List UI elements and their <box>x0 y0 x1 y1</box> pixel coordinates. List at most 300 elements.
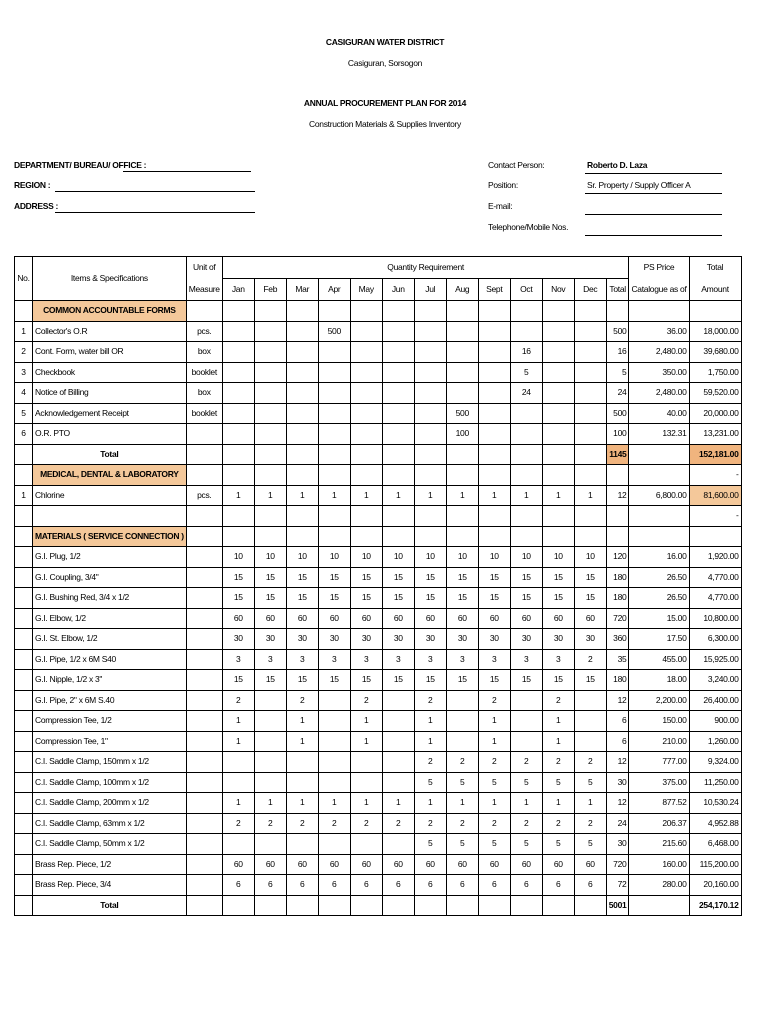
row-month-qty: 1 <box>222 711 254 732</box>
row-month-qty: 5 <box>510 834 542 855</box>
row-month-qty <box>350 362 382 383</box>
row-month-qty: 15 <box>574 670 606 691</box>
empty-cell <box>606 465 629 486</box>
row-month-qty: 5 <box>574 834 606 855</box>
row-amount: 9,324.00 <box>689 752 741 773</box>
row-month-qty <box>254 403 286 424</box>
empty-cell <box>254 526 286 547</box>
total-qty: 5001 <box>606 895 629 916</box>
empty-cell <box>15 444 33 465</box>
empty-cell <box>414 444 446 465</box>
row-no <box>15 567 33 588</box>
empty-cell <box>254 465 286 486</box>
row-month-qty <box>542 424 574 445</box>
row-month-qty <box>382 731 414 752</box>
row-month-qty: 15 <box>542 567 574 588</box>
row-month-qty <box>350 772 382 793</box>
row-month-qty <box>478 321 510 342</box>
row-month-qty: 3 <box>318 649 350 670</box>
row-item: G.I. Pipe, 1/2 x 6M S40 <box>33 649 187 670</box>
row-month-qty <box>446 731 478 752</box>
row-price: 150.00 <box>629 711 689 732</box>
row-month-qty <box>446 690 478 711</box>
col-month: Aug <box>446 279 478 301</box>
row-month-qty: 15 <box>446 567 478 588</box>
row-month-qty <box>318 752 350 773</box>
row-month-qty: 6 <box>478 875 510 896</box>
row-month-qty: 2 <box>446 752 478 773</box>
row-month-qty: 1 <box>542 485 574 506</box>
row-month-qty: 1 <box>222 731 254 752</box>
row-total: 5 <box>606 362 629 383</box>
phone-label: Telephone/Mobile Nos. <box>488 222 569 232</box>
row-month-qty: 5 <box>446 834 478 855</box>
dash-cell: - <box>689 506 741 527</box>
row-month-qty: 5 <box>446 772 478 793</box>
row-month-qty <box>510 690 542 711</box>
empty-cell <box>382 465 414 486</box>
row-price: 40.00 <box>629 403 689 424</box>
row-month-qty: 30 <box>350 629 382 650</box>
row-month-qty <box>414 362 446 383</box>
row-month-qty: 1 <box>222 485 254 506</box>
row-no <box>15 711 33 732</box>
row-item: G.I. St. Elbow, 1/2 <box>33 629 187 650</box>
row-month-qty: 15 <box>382 588 414 609</box>
org-name: CASIGURAN WATER DISTRICT <box>325 37 445 47</box>
row-month-qty <box>254 690 286 711</box>
table-row <box>15 772 742 793</box>
row-month-qty <box>414 424 446 445</box>
table-row <box>15 629 742 650</box>
plan-subtitle: Construction Materials & Supplies Inventory <box>309 119 461 129</box>
empty-cell <box>446 301 478 322</box>
empty-cell <box>222 301 254 322</box>
row-month-qty <box>382 424 414 445</box>
row-total: 180 <box>606 670 629 691</box>
procurement-table <box>14 256 742 916</box>
row-month-qty: 1 <box>254 793 286 814</box>
row-month-qty: 2 <box>478 813 510 834</box>
row-month-qty: 1 <box>510 793 542 814</box>
row-amount: 20,160.00 <box>689 875 741 896</box>
row-no <box>15 731 33 752</box>
row-month-qty <box>286 772 318 793</box>
row-price: 210.00 <box>629 731 689 752</box>
row-month-qty: 15 <box>286 670 318 691</box>
phone-field[interactable] <box>585 235 722 236</box>
row-item: Collector's O.R <box>33 321 187 342</box>
row-month-qty: 15 <box>414 588 446 609</box>
col-total: Total <box>606 279 629 301</box>
empty-cell <box>318 526 350 547</box>
row-amount: 4,952.88 <box>689 813 741 834</box>
table-row <box>15 485 742 506</box>
col-amount-top: Total <box>689 257 741 279</box>
row-month-qty: 15 <box>446 588 478 609</box>
empty-cell <box>254 444 286 465</box>
empty-cell <box>286 506 318 527</box>
row-month-qty: 500 <box>318 321 350 342</box>
row-month-qty: 6 <box>222 875 254 896</box>
row-month-qty: 5 <box>478 834 510 855</box>
row-amount: 10,530.24 <box>689 793 741 814</box>
row-month-qty: 2 <box>222 813 254 834</box>
empty-cell <box>606 301 629 322</box>
table-row <box>15 649 742 670</box>
empty-cell <box>254 506 286 527</box>
row-month-qty: 60 <box>350 608 382 629</box>
row-no: 3 <box>15 362 33 383</box>
row-month-qty <box>574 342 606 363</box>
empty-cell <box>574 301 606 322</box>
col-month: Apr <box>318 279 350 301</box>
row-month-qty: 60 <box>510 608 542 629</box>
row-no: 4 <box>15 383 33 404</box>
row-month-qty: 1 <box>574 485 606 506</box>
col-price-top: PS Price <box>629 257 689 279</box>
row-no <box>15 854 33 875</box>
row-month-qty <box>222 342 254 363</box>
row-month-qty: 24 <box>510 383 542 404</box>
row-month-qty <box>254 321 286 342</box>
row-total: 6 <box>606 731 629 752</box>
table-row <box>15 342 742 363</box>
empty-cell <box>574 526 606 547</box>
row-month-qty <box>542 362 574 383</box>
row-no <box>15 834 33 855</box>
row-total: 720 <box>606 854 629 875</box>
row-item: Acknowledgement Receipt <box>33 403 187 424</box>
row-month-qty: 10 <box>574 547 606 568</box>
row-month-qty <box>574 424 606 445</box>
row-month-qty <box>382 711 414 732</box>
row-month-qty <box>222 752 254 773</box>
region-field[interactable] <box>55 191 255 192</box>
row-month-qty: 1 <box>222 793 254 814</box>
row-month-qty: 2 <box>414 690 446 711</box>
total-amount: 254,170.12 <box>689 895 741 916</box>
row-month-qty <box>318 362 350 383</box>
row-amount: 1,750.00 <box>689 362 741 383</box>
row-month-qty: 15 <box>478 670 510 691</box>
table-row <box>15 362 742 383</box>
row-amount: 59,520.00 <box>689 383 741 404</box>
col-amount-bottom: Amount <box>689 279 741 301</box>
row-month-qty: 30 <box>478 629 510 650</box>
row-month-qty: 2 <box>542 690 574 711</box>
row-month-qty <box>254 752 286 773</box>
row-month-qty <box>222 321 254 342</box>
col-month: Sept <box>478 279 510 301</box>
row-month-qty <box>382 403 414 424</box>
row-total: 100 <box>606 424 629 445</box>
section-total-row <box>15 444 742 465</box>
row-unit <box>186 875 222 896</box>
row-month-qty <box>574 403 606 424</box>
row-no <box>15 629 33 650</box>
row-month-qty <box>510 321 542 342</box>
empty-cell <box>574 465 606 486</box>
table-row <box>15 875 742 896</box>
row-month-qty: 1 <box>542 793 574 814</box>
row-amount: 3,240.00 <box>689 670 741 691</box>
col-month: Nov <box>542 279 574 301</box>
row-month-qty: 1 <box>478 731 510 752</box>
dept-field[interactable] <box>123 171 251 172</box>
row-month-qty <box>382 772 414 793</box>
table-row <box>15 711 742 732</box>
row-month-qty: 3 <box>382 649 414 670</box>
row-unit: box <box>186 383 222 404</box>
row-unit <box>186 629 222 650</box>
section-header <box>15 465 742 486</box>
row-total: 12 <box>606 485 629 506</box>
row-unit <box>186 567 222 588</box>
row-unit: pcs. <box>186 485 222 506</box>
row-month-qty: 10 <box>510 547 542 568</box>
empty-cell <box>510 301 542 322</box>
row-no: 6 <box>15 424 33 445</box>
empty-cell <box>318 301 350 322</box>
row-month-qty: 15 <box>542 670 574 691</box>
empty-cell <box>350 506 382 527</box>
row-month-qty <box>254 383 286 404</box>
row-month-qty <box>254 424 286 445</box>
empty-cell <box>350 895 382 916</box>
row-month-qty: 1 <box>350 485 382 506</box>
row-price: 2,480.00 <box>629 383 689 404</box>
row-month-qty <box>286 424 318 445</box>
row-month-qty: 3 <box>510 649 542 670</box>
row-month-qty <box>478 383 510 404</box>
row-amount: 4,770.00 <box>689 567 741 588</box>
table-row <box>15 424 742 445</box>
row-month-qty: 15 <box>350 567 382 588</box>
col-price-bottom: Catalogue as of <box>629 279 689 301</box>
row-item: Checkbook <box>33 362 187 383</box>
row-month-qty: 15 <box>542 588 574 609</box>
empty-cell <box>186 895 222 916</box>
row-no: 5 <box>15 403 33 424</box>
row-month-qty <box>446 362 478 383</box>
row-unit <box>186 834 222 855</box>
address-field[interactable] <box>55 212 255 213</box>
row-unit <box>186 608 222 629</box>
empty-cell <box>446 465 478 486</box>
row-month-qty: 6 <box>286 875 318 896</box>
row-no <box>15 649 33 670</box>
empty-cell <box>629 465 689 486</box>
row-month-qty: 60 <box>382 854 414 875</box>
email-label: E-mail: <box>488 201 513 211</box>
empty-cell <box>542 526 574 547</box>
empty-cell <box>15 465 33 486</box>
table-row <box>15 813 742 834</box>
row-month-qty <box>574 690 606 711</box>
row-month-qty <box>574 321 606 342</box>
row-month-qty: 1 <box>382 485 414 506</box>
row-month-qty <box>350 383 382 404</box>
row-month-qty: 6 <box>254 875 286 896</box>
empty-cell <box>318 506 350 527</box>
empty-cell <box>446 526 478 547</box>
row-unit: pcs. <box>186 321 222 342</box>
row-total: 180 <box>606 588 629 609</box>
row-price: 350.00 <box>629 362 689 383</box>
row-item: Compression Tee, 1" <box>33 731 187 752</box>
empty-cell <box>186 301 222 322</box>
row-month-qty: 15 <box>222 588 254 609</box>
table-row <box>15 854 742 875</box>
empty-cell <box>286 444 318 465</box>
row-month-qty <box>254 342 286 363</box>
row-month-qty: 10 <box>478 547 510 568</box>
row-month-qty <box>542 383 574 404</box>
row-month-qty: 60 <box>478 608 510 629</box>
row-month-qty: 60 <box>254 854 286 875</box>
row-month-qty: 2 <box>286 690 318 711</box>
row-month-qty: 60 <box>574 854 606 875</box>
row-item: C.I. Saddle Clamp, 150mm x 1/2 <box>33 752 187 773</box>
empty-cell <box>542 301 574 322</box>
row-item: G.I. Nipple, 1/2 x 3" <box>33 670 187 691</box>
row-month-qty <box>446 342 478 363</box>
row-month-qty: 3 <box>254 649 286 670</box>
row-month-qty: 5 <box>510 362 542 383</box>
dash-cell: - <box>689 465 741 486</box>
row-month-qty: 15 <box>510 567 542 588</box>
row-month-qty: 1 <box>382 793 414 814</box>
row-month-qty <box>542 403 574 424</box>
empty-cell <box>382 301 414 322</box>
dash-cell <box>689 526 741 547</box>
row-month-qty: 60 <box>254 608 286 629</box>
table-row <box>15 690 742 711</box>
row-month-qty: 30 <box>446 629 478 650</box>
empty-cell <box>629 444 689 465</box>
row-total: 500 <box>606 403 629 424</box>
section-title: COMMON ACCOUNTABLE FORMS <box>33 301 187 322</box>
row-month-qty <box>318 424 350 445</box>
row-item: C.I. Saddle Clamp, 50mm x 1/2 <box>33 834 187 855</box>
row-month-qty: 2 <box>350 813 382 834</box>
empty-cell <box>15 895 33 916</box>
row-month-qty: 60 <box>542 854 574 875</box>
row-month-qty: 60 <box>382 608 414 629</box>
row-month-qty: 1 <box>478 793 510 814</box>
row-amount: 900.00 <box>689 711 741 732</box>
row-total: 360 <box>606 629 629 650</box>
row-month-qty: 2 <box>510 813 542 834</box>
row-month-qty: 60 <box>510 854 542 875</box>
row-unit: booklet <box>186 403 222 424</box>
table-row <box>15 588 742 609</box>
row-amount: 10,800.00 <box>689 608 741 629</box>
row-month-qty <box>350 342 382 363</box>
row-month-qty: 1 <box>446 485 478 506</box>
row-month-qty: 15 <box>478 588 510 609</box>
row-item: C.I. Saddle Clamp, 100mm x 1/2 <box>33 772 187 793</box>
table-row <box>15 567 742 588</box>
row-no: 1 <box>15 485 33 506</box>
row-month-qty <box>510 731 542 752</box>
row-unit <box>186 731 222 752</box>
row-total: 16 <box>606 342 629 363</box>
row-total: 120 <box>606 547 629 568</box>
row-month-qty: 30 <box>382 629 414 650</box>
row-total: 24 <box>606 383 629 404</box>
empty-cell <box>629 526 689 547</box>
row-price: 2,200.00 <box>629 690 689 711</box>
row-month-qty: 3 <box>446 649 478 670</box>
row-month-qty: 15 <box>510 670 542 691</box>
row-month-qty: 15 <box>382 567 414 588</box>
empty-cell <box>478 301 510 322</box>
empty-cell <box>318 465 350 486</box>
row-month-qty <box>318 711 350 732</box>
empty-cell <box>15 301 33 322</box>
row-item: G.I. Elbow, 1/2 <box>33 608 187 629</box>
row-amount: 15,925.00 <box>689 649 741 670</box>
empty-cell <box>446 506 478 527</box>
row-total: 500 <box>606 321 629 342</box>
row-no <box>15 813 33 834</box>
table-row <box>15 547 742 568</box>
row-month-qty: 15 <box>478 567 510 588</box>
col-month: Oct <box>510 279 542 301</box>
row-price: 777.00 <box>629 752 689 773</box>
row-month-qty: 2 <box>414 813 446 834</box>
row-month-qty: 30 <box>542 629 574 650</box>
row-month-qty: 500 <box>446 403 478 424</box>
row-month-qty: 10 <box>382 547 414 568</box>
row-month-qty <box>478 403 510 424</box>
row-month-qty: 1 <box>350 731 382 752</box>
row-price: 36.00 <box>629 321 689 342</box>
row-month-qty: 6 <box>542 875 574 896</box>
row-price: 16.00 <box>629 547 689 568</box>
empty-cell <box>510 465 542 486</box>
empty-cell <box>446 444 478 465</box>
row-month-qty <box>318 731 350 752</box>
row-item: G.I. Bushing Red, 3/4 x 1/2 <box>33 588 187 609</box>
row-month-qty: 60 <box>414 854 446 875</box>
empty-cell <box>606 506 629 527</box>
table-row <box>15 321 742 342</box>
email-field[interactable] <box>585 214 722 215</box>
row-month-qty: 15 <box>254 670 286 691</box>
row-month-qty: 6 <box>414 875 446 896</box>
spacer-row <box>15 506 742 527</box>
row-item: Brass Rep. Piece, 1/2 <box>33 854 187 875</box>
row-price: 15.00 <box>629 608 689 629</box>
row-month-qty: 2 <box>382 813 414 834</box>
row-total: 72 <box>606 875 629 896</box>
row-month-qty: 60 <box>542 608 574 629</box>
row-month-qty <box>222 772 254 793</box>
empty-cell <box>382 444 414 465</box>
col-month: Mar <box>286 279 318 301</box>
table-row <box>15 403 742 424</box>
row-month-qty: 15 <box>286 567 318 588</box>
row-month-qty <box>414 383 446 404</box>
address-label: ADDRESS : <box>14 201 59 211</box>
row-month-qty: 1 <box>350 793 382 814</box>
row-month-qty <box>286 834 318 855</box>
row-month-qty <box>286 752 318 773</box>
row-item: Notice of Billing <box>33 383 187 404</box>
